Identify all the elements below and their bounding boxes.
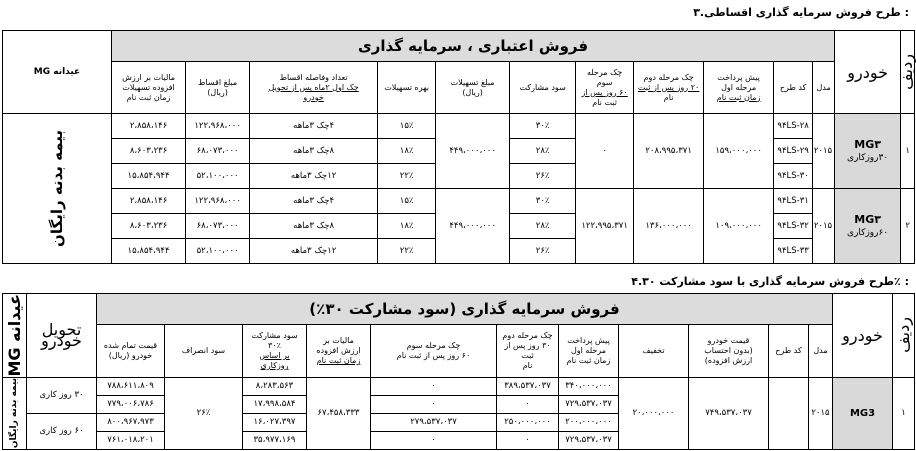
installment-count-cell: ۱۲چک ۳ماهه [250, 164, 378, 189]
interest-cell: ۲۲٪ [378, 164, 436, 189]
model-cell: ۲۰۱۵ [813, 114, 835, 189]
installment-count-cell: ۸چک ۳ماهه [250, 139, 378, 164]
vat-cell: ۸،۶۰۳،۲۳۶ [112, 139, 186, 164]
section4-band: فروش سرمایه گذاری (سود مشارکت ۳۰٪) [97, 294, 833, 325]
prepay-header: پیش پرداخت مرحله اول زمان ثبت نام [559, 325, 619, 377]
row-header: ردیف [893, 294, 915, 378]
facility-cell: ۴۴۹،۰۰۰،۰۰۰ [436, 114, 510, 189]
interest-cell: ۲۲٪ [378, 239, 436, 264]
prepay-cell: ۷۲۹،۵۳۷،۰۳۷ [559, 431, 619, 449]
gift-header: عیدانه MG [3, 294, 27, 378]
model-header: مدل [809, 325, 833, 377]
check2-cell: ۱۳۶،۰۰۰،۰۰۰ [634, 189, 704, 264]
cancel-profit-cell: ۲۶٪ [165, 377, 243, 449]
delivery-cell: ۶۰ روز کاری [27, 413, 97, 449]
installment-count-header: تعداد وفاصله اقساط چک اول ۲ماه پس از تحویل خودرو [250, 62, 378, 114]
plan-code-cell: ۹۴LS-۳۰ [774, 164, 813, 189]
gift-cell: بیمه بدنه رایگان [3, 114, 112, 264]
investment-plan-table [2, 293, 915, 450]
prepay-cell: ۳۴۰،۰۰۰،۰۰۰ [559, 377, 619, 395]
cancel-profit-header: سود انصراف [165, 325, 243, 377]
vat-cell: ۲،۸۵۸،۱۴۶ [112, 189, 186, 214]
vat-cell: ۱۵،۸۵۴،۹۴۴ [112, 239, 186, 264]
check3-cell: ۰ [371, 431, 497, 449]
car-cell: MG۳ ۶۰روزکاری [835, 189, 901, 264]
gift-cell: بیمه بدنه رایگان [3, 377, 27, 449]
plan-code-cell: ۹۴LS-۲۸ [774, 114, 813, 139]
model-cell: ۲۰۱۵ [809, 377, 833, 449]
check3-header: چک مرحله سوم ۶۰ روز پس از ثبت نام [371, 325, 497, 377]
car-cell: MG3 [833, 377, 893, 449]
final-price-header: قیمت تمام شده خودرو (ریال) [97, 325, 165, 377]
installment-count-cell: ۴چک ۳ماهه [250, 189, 378, 214]
check3-header: چک مرحله سوم ۶۰ روز پس از ثبت نام [576, 62, 634, 114]
profit-header: سود مشارکت [510, 62, 576, 114]
check2-cell: ۳۸۹،۵۳۷،۰۳۷ [497, 377, 559, 395]
plan-code-cell: ۹۴LS-۲۹ [774, 139, 813, 164]
installment-amount-cell: ۱۲۲،۹۶۸،۰۰۰ [186, 189, 250, 214]
facility-header: مبلغ تسهیلات (ریال) [436, 62, 510, 114]
installment-count-cell: ۴چک ۳ماهه [250, 114, 378, 139]
check2-cell: ۲۰۸،۹۹۵،۳۷۱ [634, 114, 704, 189]
price-cell: ۷۴۹،۵۳۷،۰۳۷ [689, 377, 769, 449]
check3-cell: ۰ [371, 377, 497, 395]
model-cell: ۲۰۱۵ [813, 189, 835, 264]
delivery-header: تحویل خودرو [27, 294, 97, 378]
vat-header: مالیات بر ارزش افزوده تسهیلات زمان ثبت نام [112, 62, 186, 114]
check2-cell: ۰ [497, 431, 559, 449]
plan-code-header: کد طرح [769, 325, 809, 377]
check3-cell: ۰ [576, 114, 634, 189]
profit-cell: ۲۶٪ [510, 164, 576, 189]
installment-amount-cell: ۵۲،۱۰۰،۰۰۰ [186, 239, 250, 264]
installment-amount-cell: ۶۸،۰۷۳،۰۰۰ [186, 139, 250, 164]
row-header: ردیف [901, 31, 915, 114]
check2-cell: ۰ [497, 395, 559, 413]
prepay-cell: ۱۵۹،۰۰۰،۰۰۰ [704, 114, 774, 189]
profit-cell: ۳۵،۹۷۷،۱۶۹ [243, 431, 307, 449]
prepay-cell: ۱۰۹،۰۰۰،۰۰۰ [704, 189, 774, 264]
row-number: ۲ [901, 189, 915, 264]
interest-cell: ۱۸٪ [378, 139, 436, 164]
section4-title: ۴.طرح فروش سرمایه گذاری با سود مشارکت ۳۰٪ : [631, 275, 909, 288]
section3-title: ۳.طرح فروش سرمایه گذاری اقساطی : [693, 6, 909, 19]
vat-cell: ۶۷،۴۵۸،۳۳۳ [307, 377, 371, 449]
profit-header: سود مشارکت ۳۰٪ بر اساس روزکاری [243, 325, 307, 377]
vat-cell: ۱۵،۸۵۴،۹۴۴ [112, 164, 186, 189]
car-header: خودرو [835, 31, 901, 114]
plan-code-cell: ۹۴LS-۳۲ [774, 214, 813, 239]
vat-cell: ۸،۶۰۳،۲۳۶ [112, 214, 186, 239]
plan-code-header: کد طرح [774, 62, 813, 114]
interest-header: بهره تسهیلات [378, 62, 436, 114]
discount-cell: ۲۰،۰۰۰،۰۰۰ [619, 377, 689, 449]
vat-header: مالیات بر ارزش افزوده زمان ثبت نام [307, 325, 371, 377]
final-price-cell: ۷۸۸،۶۱۱،۸۰۹ [97, 377, 165, 395]
facility-cell: ۴۴۹،۰۰۰،۰۰۰ [436, 189, 510, 264]
car-header: خودرو [833, 294, 893, 378]
installment-count-cell: ۱۲چک ۳ماهه [250, 239, 378, 264]
profit-cell: ۲۶٪ [510, 239, 576, 264]
table-row [3, 114, 915, 139]
installment-count-cell: ۸چک ۳ماهه [250, 214, 378, 239]
check2-header: چک مرحله دوم ۳۰ روز پس از ثبت نام [497, 325, 559, 377]
check2-header: چک مرحله دوم ۲۰ روز پس از ثبت نام [634, 62, 704, 114]
price-header: قیمت خودرو (بدون احتساب ارزش افزوده) [689, 325, 769, 377]
prepay-header: پیش پرداخت مرحله اول زمان ثبت نام [704, 62, 774, 114]
interest-cell: ۱۵٪ [378, 114, 436, 139]
discount-header: تخفیف [619, 325, 689, 377]
profit-cell: ۱۶،۰۲۷،۳۹۷ [243, 413, 307, 431]
table-row [3, 377, 915, 395]
final-price-cell: ۷۷۹،۰۰۶،۷۸۶ [97, 395, 165, 413]
model-header: مدل [813, 62, 835, 114]
installment-amount-cell: ۱۲۲،۹۶۸،۰۰۰ [186, 114, 250, 139]
profit-cell: ۳۰٪ [510, 114, 576, 139]
prepay-cell: ۲۰۰،۰۰۰،۰۰۰ [559, 413, 619, 431]
car-cell: MG۳ ۳۰روزکاری [835, 114, 901, 189]
interest-cell: ۱۵٪ [378, 189, 436, 214]
plan-code-cell [769, 377, 809, 449]
installment-plan-table [2, 30, 915, 264]
final-price-cell: ۷۶۱،۰۱۸،۲۰۱ [97, 431, 165, 449]
profit-cell: ۱۷،۹۹۸،۵۸۴ [243, 395, 307, 413]
row-number: ۱ [893, 377, 915, 449]
installment-amount-cell: ۶۸،۰۷۳،۰۰۰ [186, 214, 250, 239]
check3-cell: ۲۷۹،۵۳۷،۰۳۷ [371, 413, 497, 431]
prepay-cell: ۷۲۹،۵۳۷،۰۳۷ [559, 395, 619, 413]
profit-cell: ۲۸٪ [510, 214, 576, 239]
installment-amount-cell: ۵۲،۱۰۰،۰۰۰ [186, 164, 250, 189]
vat-cell: ۲،۸۵۸،۱۴۶ [112, 114, 186, 139]
final-price-cell: ۸۰۰،۹۶۷،۹۷۳ [97, 413, 165, 431]
gift-header: عیدانه MG [3, 31, 112, 114]
delivery-cell: ۳۰ روز کاری [27, 377, 97, 413]
table-row [3, 189, 915, 214]
section3-band: فروش اعتباری ، سرمایه گذاری [112, 31, 835, 62]
interest-cell: ۱۸٪ [378, 214, 436, 239]
check3-cell: ۰ [371, 395, 497, 413]
profit-cell: ۳۰٪ [510, 189, 576, 214]
plan-code-cell: ۹۴LS-۳۳ [774, 239, 813, 264]
row-number: ۱ [901, 114, 915, 189]
profit-cell: ۲۸٪ [510, 139, 576, 164]
profit-cell: ۸،۲۸۳،۵۶۳ [243, 377, 307, 395]
check3-cell: ۱۲۲،۹۹۵،۳۷۱ [576, 189, 634, 264]
plan-code-cell: ۹۴LS-۳۱ [774, 189, 813, 214]
installment-amount-header: مبلغ اقساط (ریال) [186, 62, 250, 114]
check2-cell: ۲۵۰،۰۰۰،۰۰۰ [497, 413, 559, 431]
